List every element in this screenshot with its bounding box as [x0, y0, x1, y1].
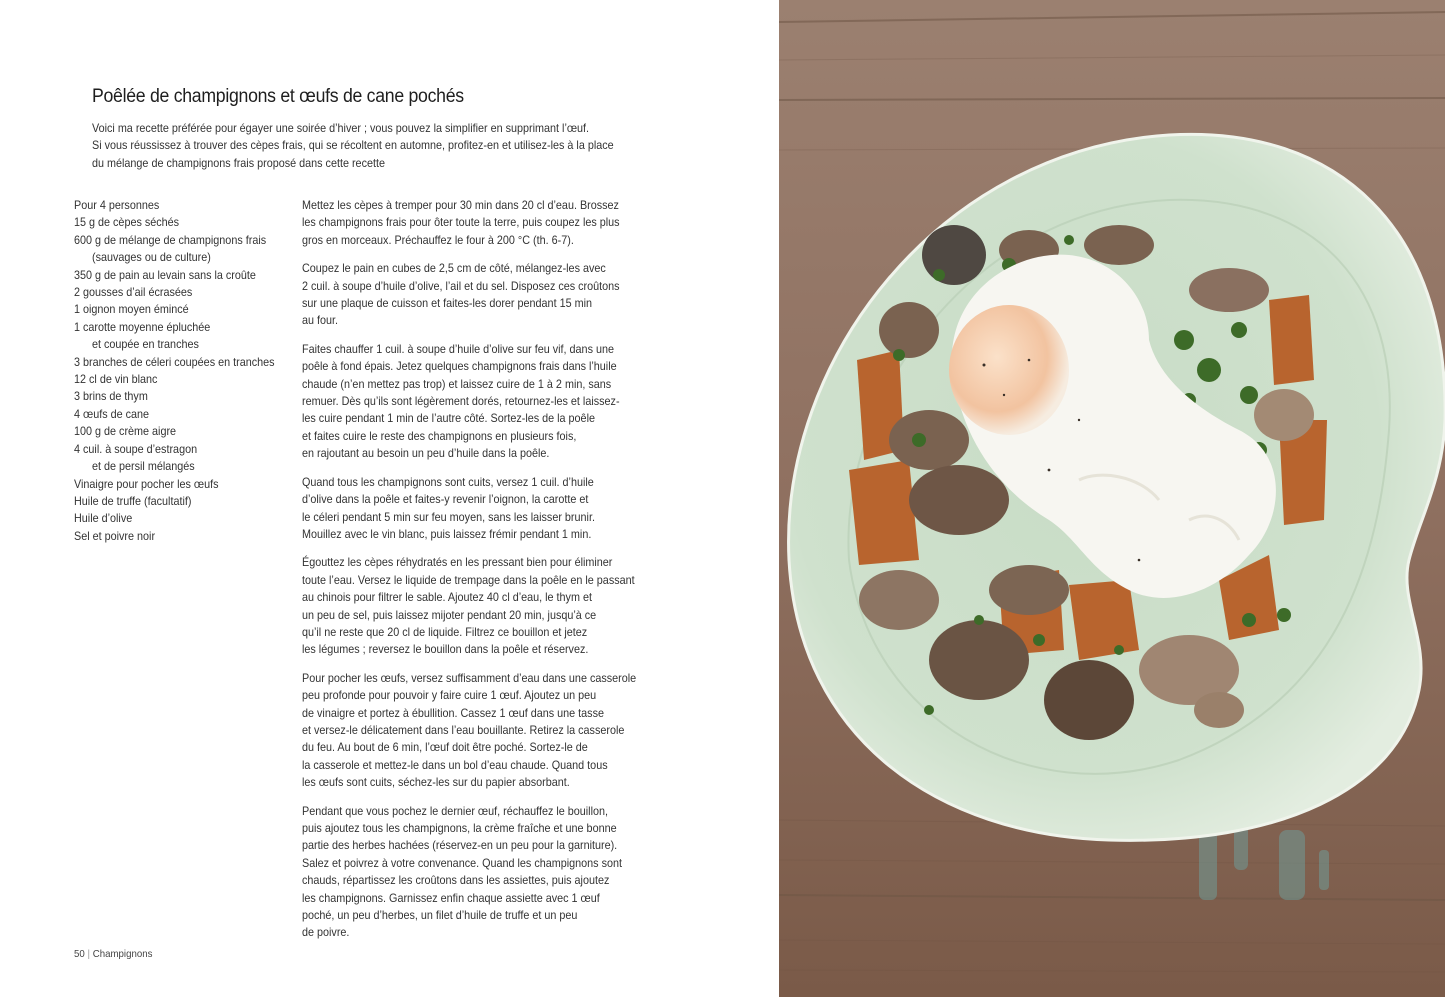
method-step-6 [302, 670, 635, 792]
step-line: Pendant que vous pochez le dernier œuf, réchauffez le bouillon, [302, 803, 608, 818]
step-line: Mettez les cèpes à tremper pour 30 min dans 20 cl d’eau. Brossez [302, 198, 619, 212]
footer-separator: | [87, 948, 91, 960]
page-number: 50 [74, 948, 85, 960]
intro-line: Si vous réussissez à trouver des cèpes frais, qui se récoltent en automne, profitez-en et utilisez-les à la place [92, 138, 614, 153]
ingredient-text: 2 gousses d’ail écrasées [74, 285, 193, 300]
method-step-5 [302, 554, 635, 658]
method-steps [302, 197, 635, 953]
ingredient-continuation: et de persil mélangés [92, 459, 195, 474]
step-line: toute l’eau. Versez le liquide de trempage dans la poêle en le passant [302, 572, 635, 587]
recipe-title: Poêlée de champignons et œufs de cane pochés [92, 86, 464, 107]
ingredients-list [74, 197, 290, 545]
ingredient-item [74, 476, 290, 493]
ingredient-item [74, 510, 290, 527]
method-step-2 [302, 260, 635, 330]
step-line: Salez et poivrez à votre convenance. Quand les champignons sont [302, 855, 622, 870]
step-line: les cuire pendant 1 min de l’autre côté. Sortez-les de la poêle [302, 411, 595, 426]
step-line: qu’il ne reste que 20 cl de liquide. Filtrez ce bouillon et jetez [302, 624, 588, 639]
step-line: poêle à fond épais. Jetez quelques champignons frais dans l’huile [302, 359, 617, 374]
ingredient-item [74, 214, 290, 231]
step-line: au four. [302, 313, 339, 328]
step-line: partie des herbes hachées (réservez-en un peu pour la garniture). [302, 838, 618, 853]
step-line: remuer. Dès qu’ils sont légèrement dorés, retournez-les et laissez- [302, 394, 620, 409]
step-line: les champignons frais pour ôter toute la terre, puis coupez les plus [302, 215, 620, 230]
step-line: sur une plaque de cuisson et faites-les dorer pendant 15 min [302, 296, 592, 311]
section-name: Champignons [92, 948, 153, 960]
step-line: 2 cuil. à soupe d’huile d’olive, l’ail et du sel. Disposez ces croûtons [302, 278, 620, 293]
page-footer [74, 948, 152, 960]
step-line: les légumes ; reversez le bouillon dans la poêle et réservez. [302, 642, 589, 657]
ingredient-item [74, 284, 290, 301]
ingredient-item [74, 197, 290, 214]
step-line: du feu. Au bout de 6 min, l’œuf doit être poché. Sortez-le de [302, 740, 588, 755]
ingredient-text: 3 brins de thym [74, 389, 148, 404]
step-line: poché, un peu d’herbes, un filet d’huile de truffe et un peu [302, 908, 578, 923]
step-line: Pour pocher les œufs, versez suffisamment d’eau dans une casserole [302, 670, 637, 685]
step-line: puis ajoutez tous les champignons, la crème fraîche et une bonne [302, 821, 617, 835]
step-line: Égouttez les cèpes réhydratés en les pressant bien pour éliminer [302, 555, 613, 570]
step-line: et faites cuire le reste des champignons en plusieurs fois, [302, 428, 577, 443]
ingredient-text: 3 branches de céleri coupées en tranches [74, 354, 275, 369]
ingredient-continuation: et coupée en tranches [92, 337, 199, 352]
ingredient-text: 600 g de mélange de champignons frais [74, 232, 267, 247]
ingredient-text: 4 cuil. à soupe d’estragon [74, 441, 198, 456]
step-line: le céleri pendant 5 min sur feu moyen, sans les laisser brunir. [302, 509, 595, 524]
ingredient-item [74, 232, 290, 267]
step-line: Faites chauffer 1 cuil. à soupe d’huile d’olive sur feu vif, dans une [302, 341, 614, 356]
step-line: et versez-le délicatement dans l’eau bouillante. Retirez la casserole [302, 722, 625, 737]
ingredient-item [74, 267, 290, 284]
method-step-1 [302, 197, 635, 249]
step-line: gros en morceaux. Préchauffez le four à 200 °C (th. 6-7). [302, 232, 574, 247]
ingredient-text: 1 oignon moyen émincé [74, 302, 189, 317]
step-line: Coupez le pain en cubes de 2,5 cm de côté, mélangez-les avec [302, 261, 606, 276]
ingredient-item [74, 319, 290, 354]
ingredient-text: 12 cl de vin blanc [74, 372, 158, 387]
ingredient-text: 15 g de cèpes séchés [74, 215, 180, 230]
recipe-photo [779, 0, 1445, 997]
ingredient-item [74, 301, 290, 318]
step-line: un peu de sel, puis laissez mijoter pendant 20 min, jusqu’à ce [302, 607, 597, 622]
step-line: Quand tous les champignons sont cuits, versez 1 cuil. d’huile [302, 474, 594, 489]
ingredient-item [74, 528, 290, 545]
ingredient-item [74, 371, 290, 388]
recipe-intro [92, 120, 614, 172]
ingredient-text: 100 g de crème aigre [74, 424, 177, 439]
step-line: Mouillez avec le vin blanc, puis laissez frémir pendant 1 min. [302, 526, 592, 541]
intro-line: Voici ma recette préférée pour égayer une soirée d’hiver ; vous pouvez la simplifier en supprimant l’œuf. [92, 121, 590, 135]
ingredient-text: Huile d’olive [74, 511, 133, 526]
ingredient-text: Huile de truffe (facultatif) [74, 493, 192, 508]
intro-line: du mélange de champignons frais proposé dans cette recette [92, 155, 385, 170]
step-line: d’olive dans la poêle et faites-y revenir l’oignon, la carotte et [302, 492, 589, 507]
ingredient-text: 1 carotte moyenne épluchée [74, 319, 211, 334]
ingredient-text: 350 g de pain au levain sans la croûte [74, 267, 256, 282]
ingredient-item [74, 423, 290, 440]
ingredient-item [74, 388, 290, 405]
ingredient-item [74, 406, 290, 423]
method-step-3 [302, 341, 635, 463]
ingredient-text: Vinaigre pour pocher les œufs [74, 476, 219, 491]
step-line: en rajoutant au besoin un peu d’huile dans la poêle. [302, 446, 550, 461]
method-step-4 [302, 474, 635, 544]
step-line: peu profonde pour pouvoir y faire cuire 1 œuf. Ajoutez un peu [302, 688, 597, 703]
ingredient-text: 4 œufs de cane [74, 406, 150, 421]
ingredient-continuation: (sauvages ou de culture) [92, 250, 211, 265]
step-line: les œufs sont cuits, séchez-les sur du papier absorbant. [302, 775, 570, 790]
ingredient-item [74, 493, 290, 510]
ingredient-item [74, 441, 290, 476]
step-line: chauds, répartissez les croûtons dans les assiettes, puis ajoutez [302, 873, 610, 888]
step-line: de vinaigre et portez à ébullition. Cassez 1 œuf dans une tasse [302, 705, 604, 720]
ingredient-item [74, 354, 290, 371]
step-line: la casserole et mettez-le dans un bol d’eau chaude. Quand tous [302, 757, 608, 772]
step-line: chaude (n’en mettez pas trop) et laissez cuire de 1 à 2 min, sans [302, 376, 612, 391]
dish-photo-illustration [779, 0, 1445, 997]
method-step-7 [302, 803, 635, 942]
ingredient-text: Sel et poivre noir [74, 528, 156, 543]
step-line: les champignons. Garnissez enfin chaque assiette avec 1 œuf [302, 890, 600, 905]
step-line: de poivre. [302, 925, 350, 940]
ingredient-text: Pour 4 personnes [74, 198, 160, 212]
step-line: au chinois pour filtrer le sable. Ajoutez 40 cl d’eau, le thym et [302, 590, 592, 605]
